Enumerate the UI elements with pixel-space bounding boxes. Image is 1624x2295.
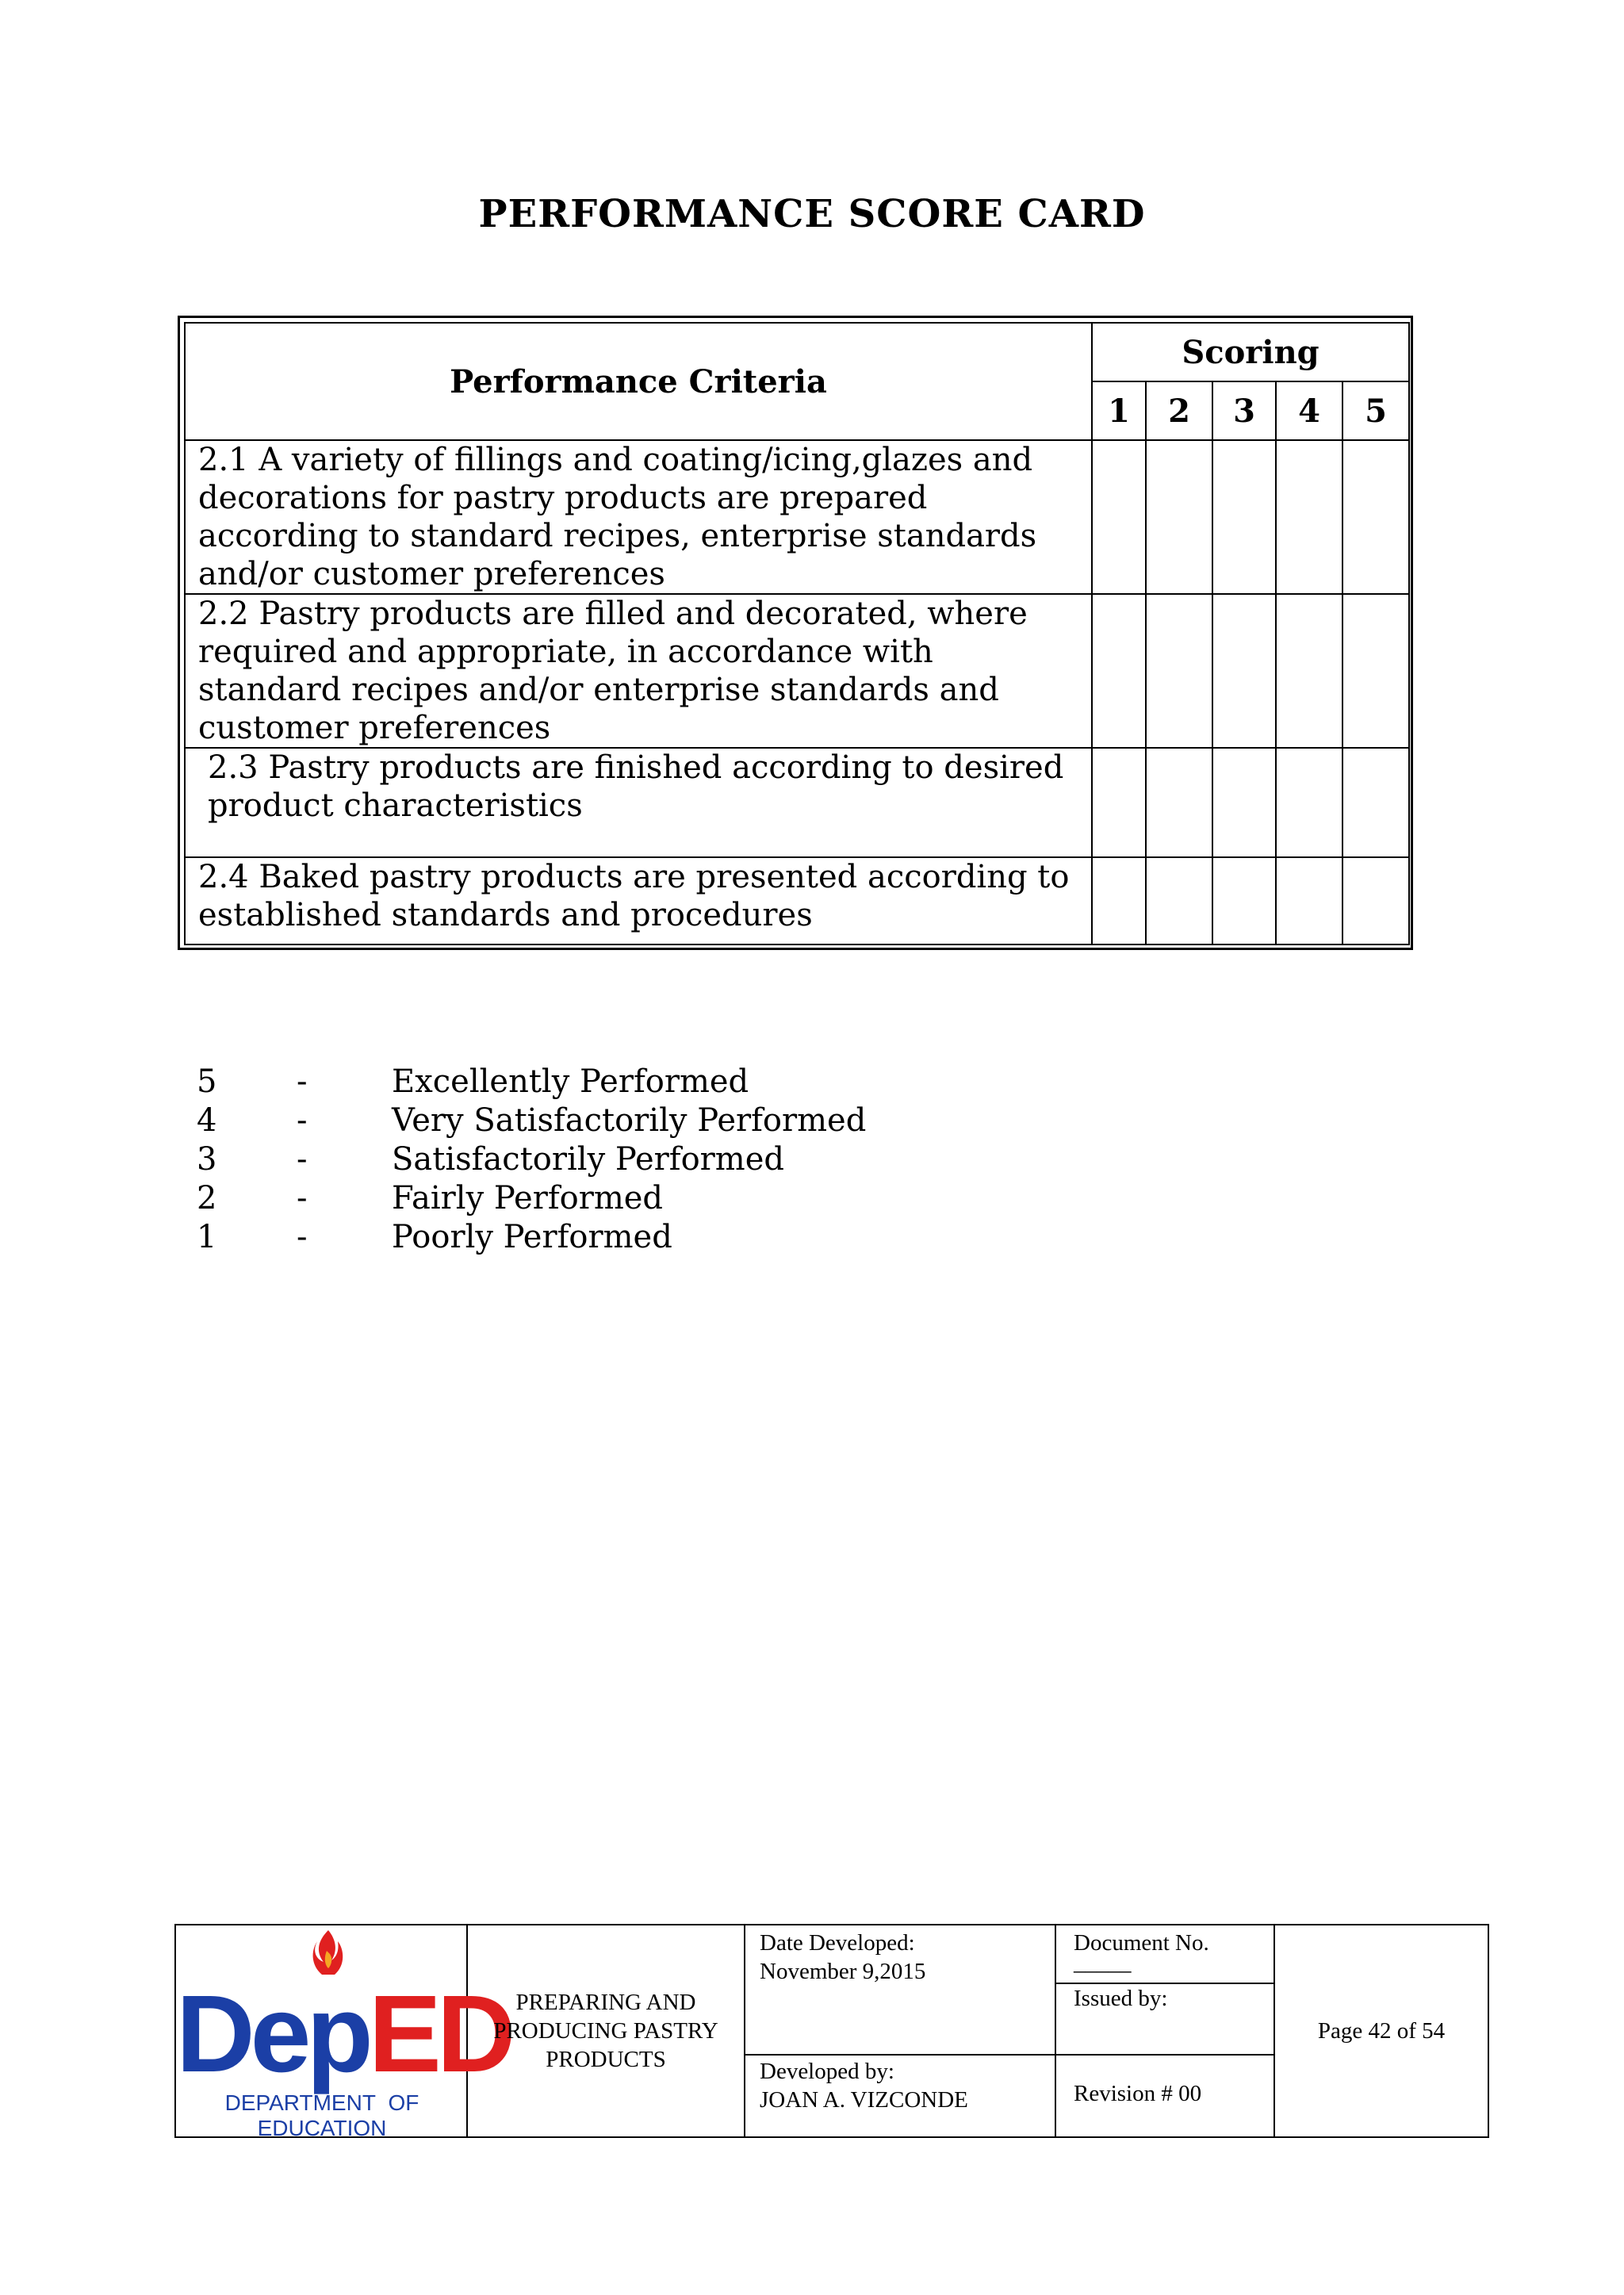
score-cell[interactable] — [1092, 594, 1146, 748]
legend-dash: - — [297, 1180, 308, 1216]
legend-label: Satisfactorily Performed — [392, 1141, 784, 1178]
document-footer — [174, 1924, 1489, 2138]
legend-score: 2 — [197, 1180, 217, 1216]
rating-legend — [197, 1063, 866, 1257]
score-cell[interactable] — [1092, 440, 1146, 594]
score-col-3: 3 — [1212, 381, 1276, 440]
criterion-text: 2.3 Pastry products are finished according to desired product characteristics — [208, 749, 1064, 824]
development-info-cell — [745, 1925, 1056, 2136]
legend-dash: - — [297, 1219, 308, 1255]
score-cell[interactable] — [1212, 440, 1276, 594]
legend-score: 4 — [197, 1102, 217, 1139]
legend-score: 1 — [197, 1219, 217, 1255]
document-info-cell — [1056, 1925, 1275, 2136]
module-title: PREPARING AND PRODUCING PASTRY PRODUCTS — [493, 1990, 718, 2072]
module-title-cell — [468, 1925, 745, 2136]
score-cell[interactable] — [1276, 748, 1342, 857]
legend-label: Poorly Performed — [392, 1219, 672, 1255]
criterion-text: 2.2 Pastry products are filled and decorated, where required and appropriate, in accordance with standard recipes and/or enterprise standards and customer preferences — [198, 596, 1028, 746]
document-no-label: Document No. — [1074, 1930, 1209, 1956]
legend-dash: - — [297, 1141, 308, 1178]
score-col-1: 1 — [1092, 381, 1146, 440]
table-row — [185, 440, 1409, 594]
legend-dash: - — [297, 1063, 308, 1100]
score-cell[interactable] — [1146, 857, 1212, 944]
revision-label: Revision # 00 — [1074, 2081, 1202, 2106]
score-cell[interactable] — [1146, 594, 1212, 748]
legend-item — [197, 1179, 866, 1218]
score-cell[interactable] — [1092, 748, 1146, 857]
score-card-table — [178, 316, 1413, 950]
deped-logo — [176, 1925, 511, 2140]
developed-by-label: Developed by: — [760, 2059, 894, 2084]
score-cell[interactable] — [1092, 857, 1146, 944]
developed-by-value: JOAN A. VIZCONDE — [760, 2087, 968, 2113]
legend-score: 3 — [197, 1141, 217, 1178]
legend-item — [197, 1102, 866, 1140]
page-title: PERFORMANCE SCORE CARD — [478, 192, 1146, 236]
date-developed-value: November 9,2015 — [760, 1959, 926, 1984]
score-cell[interactable] — [1342, 440, 1409, 594]
legend-item — [197, 1218, 866, 1257]
score-col-2: 2 — [1146, 381, 1212, 440]
score-cell[interactable] — [1342, 857, 1409, 944]
criteria-header: Performance Criteria — [185, 323, 1092, 440]
score-cell[interactable] — [1146, 748, 1212, 857]
score-cell[interactable] — [1212, 857, 1276, 944]
score-cell[interactable] — [1212, 748, 1276, 857]
page-number-cell — [1275, 1925, 1488, 2136]
legend-label: Fairly Performed — [392, 1180, 664, 1216]
legend-score: 5 — [197, 1063, 217, 1100]
score-cell[interactable] — [1276, 594, 1342, 748]
legend-label: Very Satisfactorily Performed — [392, 1102, 867, 1139]
legend-dash: - — [297, 1102, 308, 1139]
table-row — [185, 857, 1409, 944]
legend-item — [197, 1140, 866, 1179]
page-number: Page 42 of 54 — [1317, 2018, 1446, 2044]
score-cell[interactable] — [1276, 440, 1342, 594]
date-developed-label: Date Developed: — [760, 1930, 915, 1956]
table-row — [185, 748, 1409, 857]
score-cell[interactable] — [1342, 748, 1409, 857]
table-row — [185, 594, 1409, 748]
criterion-text: 2.4 Baked pastry products are presented according to established standards and procedures — [198, 859, 1070, 933]
logo-subtitle: DEPARTMENT OF EDUCATION — [224, 2090, 419, 2140]
score-col-4: 4 — [1276, 381, 1342, 440]
criterion-text: 2.1 A variety of fillings and coating/icing,glazes and decorations for pastry products are prepared according to standard recipes, enterprise standards and/or customer preferences — [198, 442, 1037, 592]
logo-wordmark: DepED — [176, 1973, 511, 2095]
scoring-header: Scoring — [1092, 323, 1409, 381]
legend-label: Excellently Performed — [392, 1063, 749, 1100]
document-no-value: _____ — [1074, 1950, 1132, 1975]
score-col-5: 5 — [1342, 381, 1409, 440]
legend-item — [197, 1063, 866, 1102]
score-cell[interactable] — [1342, 594, 1409, 748]
score-cell[interactable] — [1276, 857, 1342, 944]
issued-by-label: Issued by: — [1074, 1986, 1168, 2011]
score-cell[interactable] — [1146, 440, 1212, 594]
score-cell[interactable] — [1212, 594, 1276, 748]
